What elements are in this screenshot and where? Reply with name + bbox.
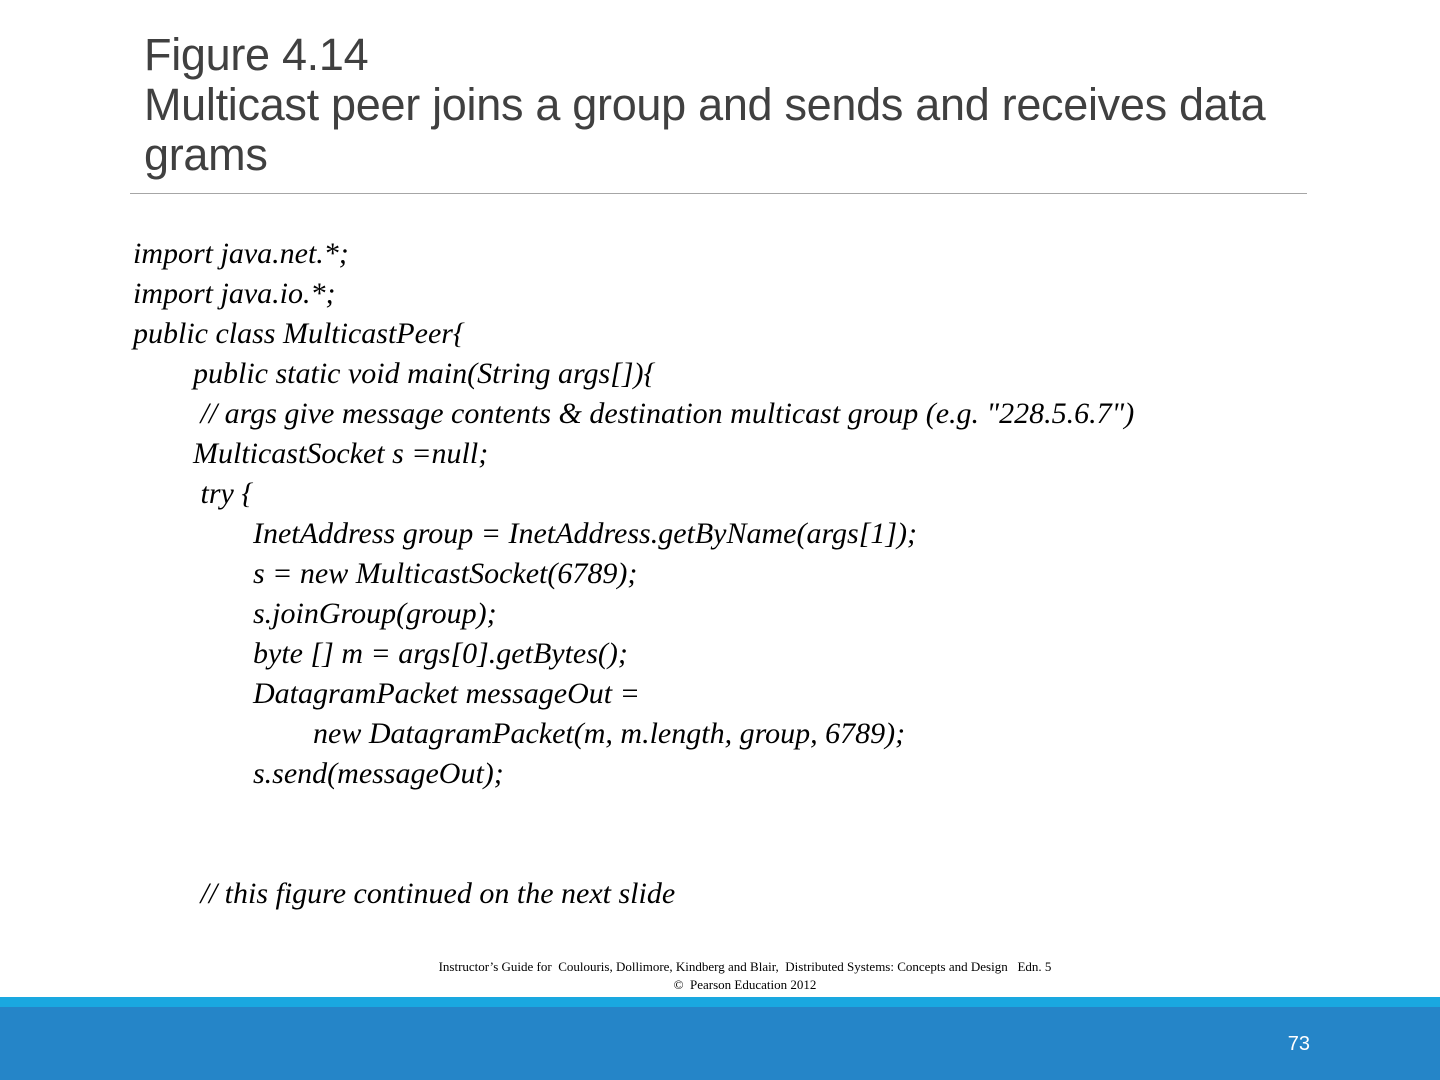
figure-caption-line-1: Multicast peer joins a group and sends and receives data: [144, 79, 1266, 130]
code-line: import java.net.*;: [133, 237, 349, 270]
code-line: import java.io.*;: [133, 277, 336, 310]
code-line: [133, 834, 1313, 874]
title-divider: [130, 193, 1307, 194]
figure-caption-line-2: grams: [144, 129, 268, 180]
page-number: 73: [1287, 1033, 1310, 1055]
code-line: DatagramPacket messageOut =: [133, 677, 640, 710]
footer-citation: Instructor’s Guide for Coulouris, Dollimore, Kindberg and Blair, Distributed Systems: Concepts and Design Edn. 5: [438, 959, 1052, 974]
figure-label: Figure 4.14: [144, 29, 369, 80]
code-line: s = new MulticastSocket(6789);: [133, 557, 638, 590]
code-line: [133, 794, 1313, 834]
slide-title: [144, 30, 1324, 180]
code-line: // args give message contents & destination multicast group (e.g. "228.5.6.7"): [133, 397, 1135, 430]
code-line: s.send(messageOut);: [133, 757, 504, 790]
bottom-bar: [0, 997, 1440, 1080]
code-line: MulticastSocket s =null;: [133, 437, 489, 470]
code-line: byte [] m = args[0].getBytes();: [133, 637, 628, 670]
code-line: public static void main(String args[]){: [133, 357, 656, 390]
code-line: public class MulticastPeer{: [133, 317, 465, 350]
footer-copyright: © Pearson Education 2012: [673, 977, 817, 992]
code-line: try {: [133, 477, 254, 510]
code-line: InetAddress group = InetAddress.getByName(args[1]);: [133, 517, 918, 550]
code-listing: [133, 234, 1313, 914]
bottom-bar-accent: [0, 997, 1440, 1007]
code-line: s.joinGroup(group);: [133, 597, 497, 630]
code-line: new DatagramPacket(m, m.length, group, 6789);: [133, 717, 906, 750]
code-line: // this figure continued on the next slide: [133, 877, 676, 910]
copyright-footer: [0, 958, 1440, 994]
